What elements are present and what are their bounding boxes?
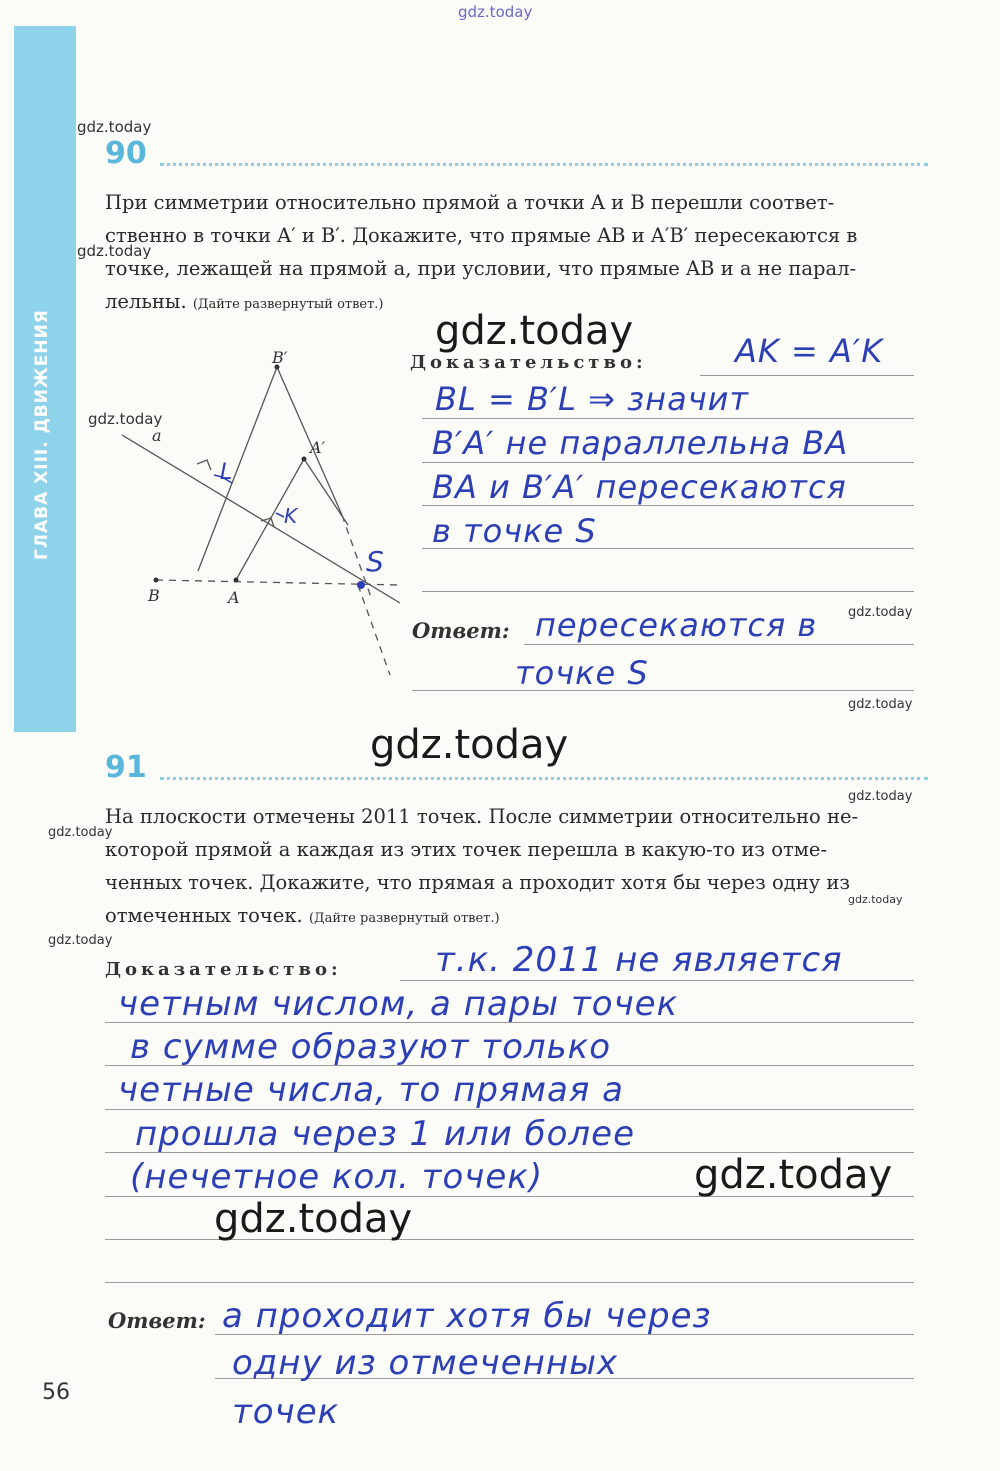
task-91-statement — [105, 800, 927, 935]
statement-line: ченных точек. Докажите, что прямая a проходит хотя бы через одну из — [105, 871, 851, 894]
watermark-large: gdz.today — [214, 1196, 413, 1242]
label-a-prime: A′ — [310, 438, 326, 457]
handwritten-answer-line: а проходит хотя бы через — [222, 1296, 712, 1336]
answer-label-91: Ответ: — [108, 1308, 206, 1333]
statement-line: которой прямой a каждая из этих точек перешла в какую-то из отме- — [105, 838, 828, 861]
point-a — [234, 578, 239, 583]
writing-rule — [422, 418, 914, 419]
writing-rule — [412, 690, 914, 691]
statement-line: На плоскости отмечены 2011 точек. После симметрии относительно не- — [105, 805, 859, 828]
answer-label-90: Ответ: — [412, 618, 510, 643]
answer-note: (Дайте развернутый ответ.) — [192, 297, 384, 312]
label-b-prime: B′ — [272, 348, 288, 367]
watermark-large: gdz.today — [370, 722, 569, 768]
task-90-statement — [105, 186, 927, 321]
watermark: gdz.today — [77, 242, 152, 260]
statement-line: точке, лежащей на прямой a, при условии, что прямые AB и a не парал- — [105, 257, 857, 280]
handwritten-answer-line: точек — [232, 1392, 340, 1432]
label-b: B — [148, 586, 160, 605]
statement-last: отмеченных точек. — [105, 904, 303, 927]
point-s — [357, 581, 365, 589]
statement-line — [105, 899, 927, 935]
watermark: gdz.today — [48, 825, 113, 840]
handwritten-proof-line: BL = B′L ⇒ значит — [435, 380, 750, 418]
proof-label-91: Доказательство: — [105, 959, 342, 980]
handwritten-proof-line: BA и B′A′ пересекаются — [432, 468, 847, 506]
statement-line: ственно в точки A′ и B′. Докажите, что прямые AB и A′B′ пересекаются в — [105, 224, 858, 247]
watermark-large: gdz.today — [435, 308, 634, 354]
task-divider — [160, 777, 928, 780]
label-s: S — [366, 545, 384, 578]
handwritten-proof-line: AK = A′K — [735, 332, 884, 370]
handwritten-proof-line: т.к. 2011 не является — [435, 940, 843, 980]
chapter-title: ГЛАВА XIII. ДВИЖЕНИЯ — [32, 309, 52, 560]
label-line-a: a — [152, 426, 162, 445]
watermark: gdz.today — [848, 789, 913, 804]
writing-rule — [700, 375, 914, 376]
writing-rule — [105, 1282, 914, 1283]
handwritten-proof-line: в точке S — [432, 512, 597, 550]
label-l: L — [220, 460, 233, 485]
handwritten-proof-line: в сумме образуют только — [130, 1027, 612, 1067]
handwritten-answer-line: точке S — [515, 654, 649, 692]
watermark-large: gdz.today — [694, 1152, 893, 1198]
watermark: gdz.today — [48, 933, 113, 948]
writing-rule — [400, 980, 914, 981]
point-a-prime — [302, 457, 307, 462]
page-number: 56 — [42, 1380, 70, 1405]
handwritten-answer-line: одну из отмеченных — [232, 1343, 619, 1383]
proof-label-90: Доказательство: — [410, 352, 647, 373]
answer-note: (Дайте развернутый ответ.) — [308, 911, 500, 926]
handwritten-k-mark — [276, 513, 284, 517]
handwritten-proof-line: прошла через 1 или более — [135, 1114, 635, 1154]
segment-bb-prime-left — [198, 367, 277, 571]
segment-dashed-lower — [358, 585, 390, 675]
watermark-top: gdz.today — [458, 3, 533, 21]
statement-line: При симметрии относительно прямой a точки A и B перешли соответ- — [105, 191, 835, 214]
watermark: gdz.today — [848, 893, 903, 906]
segment-a-prime-s — [304, 459, 348, 525]
writing-rule — [422, 591, 914, 592]
watermark: gdz.today — [848, 697, 913, 712]
watermark: gdz.today — [88, 410, 163, 428]
task-number-91: 91 — [105, 750, 147, 785]
writing-rule — [422, 462, 914, 463]
statement-last: лельны. — [105, 290, 187, 313]
handwritten-proof-line: четным числом, а пары точек — [118, 984, 679, 1024]
watermark: gdz.today — [848, 605, 913, 620]
task-number-90: 90 — [105, 136, 147, 171]
label-k: K — [284, 504, 298, 528]
watermark: gdz.today — [77, 118, 152, 136]
task-divider — [160, 163, 928, 166]
handwritten-proof-line: B′A′ не параллельна BA — [432, 424, 849, 462]
label-a: A — [228, 588, 240, 607]
line-a — [122, 435, 400, 603]
right-angle-l — [197, 460, 211, 470]
geometry-figure — [100, 345, 410, 685]
handwritten-proof-line: четные числа, то прямая а — [118, 1070, 624, 1110]
handwritten-answer-line: пересекаются в — [535, 606, 818, 644]
point-b — [154, 578, 159, 583]
writing-rule — [524, 644, 914, 645]
handwritten-proof-line: (нечетное кол. точек) — [130, 1157, 544, 1197]
